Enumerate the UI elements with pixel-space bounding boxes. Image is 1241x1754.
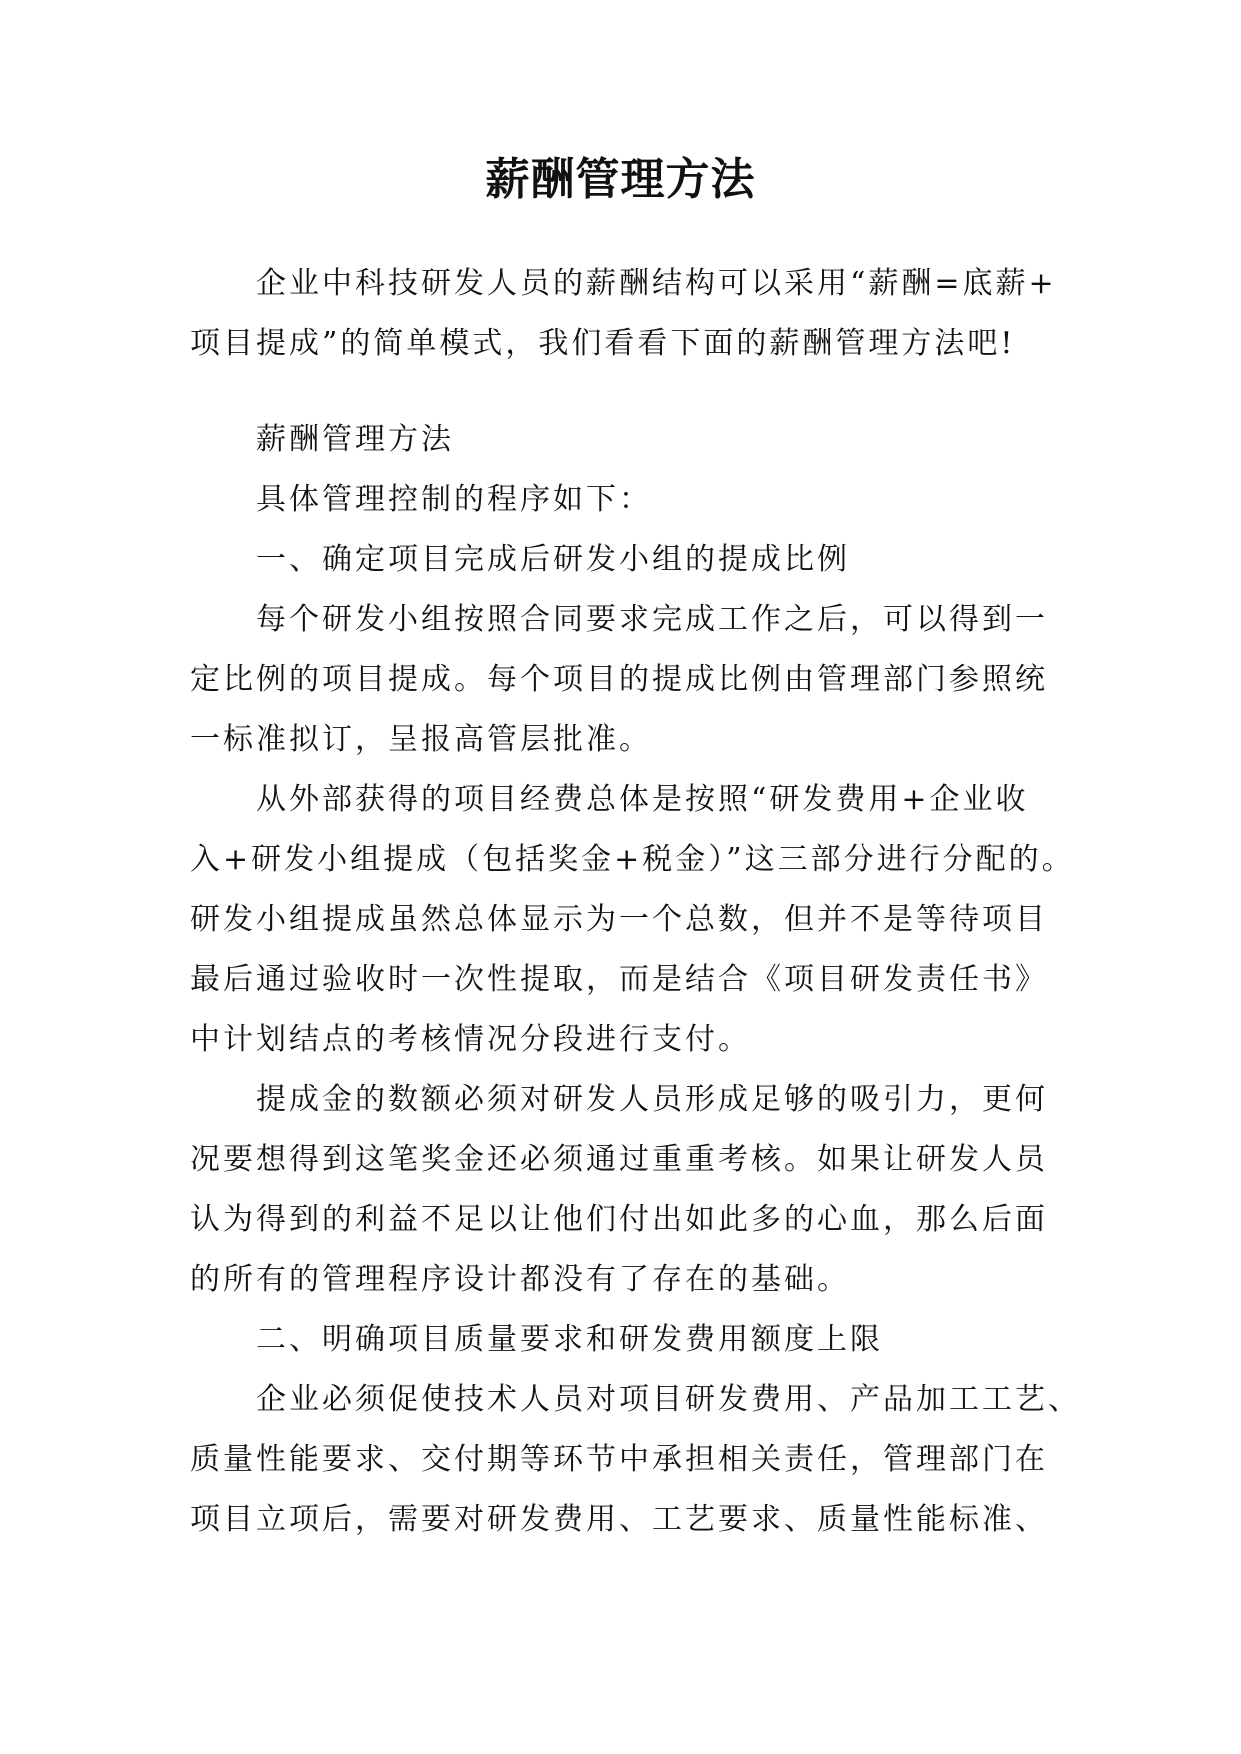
text-line: 从外部获得的项目经费总体是按照“研发费用+企业收 bbox=[256, 782, 1029, 817]
text-line: 提成金的数额必须对研发人员形成足够的吸引力，更何 bbox=[256, 1082, 1048, 1117]
text-line: 最后通过验收时一次性提取，而是结合《项目研发责任书》 bbox=[190, 962, 1048, 997]
text-line: 一标准拟订，呈报高管层批准。 bbox=[190, 722, 652, 757]
section-heading: 一、确定项目完成后研发小组的提成比例 bbox=[256, 542, 850, 577]
text-line: 项目提成”的简单模式，我们看看下面的薪酬管理方法吧! bbox=[190, 326, 1016, 361]
text-line: 企业必须促使技术人员对项目研发费用、产品加工工艺、 bbox=[256, 1382, 1081, 1417]
section-heading: 薪酬管理方法 bbox=[256, 422, 454, 457]
document-title: 薪酬管理方法 bbox=[485, 154, 756, 205]
text-line: 况要想得到这笔奖金还必须通过重重考核。如果让研发人员 bbox=[190, 1142, 1048, 1177]
text-line: 企业中科技研发人员的薪酬结构可以采用“薪酬=底薪+ bbox=[256, 266, 1057, 301]
text-line: 入+研发小组提成（包括奖金+税金）”这三部分进行分配的。 bbox=[190, 842, 1075, 877]
section-heading: 二、明确项目质量要求和研发费用额度上限 bbox=[256, 1322, 883, 1357]
text-line: 认为得到的利益不足以让他们付出如此多的心血，那么后面 bbox=[190, 1202, 1048, 1237]
text-line: 的所有的管理程序设计都没有了存在的基础。 bbox=[190, 1262, 850, 1297]
text-line: 项目立项后，需要对研发费用、工艺要求、质量性能标准、 bbox=[190, 1502, 1048, 1537]
text-line: 研发小组提成虽然总体显示为一个总数，但并不是等待项目 bbox=[190, 902, 1048, 937]
text-line: 质量性能要求、交付期等环节中承担相关责任，管理部门在 bbox=[190, 1442, 1048, 1477]
text-line: 中计划结点的考核情况分段进行支付。 bbox=[190, 1022, 751, 1057]
intro-paragraph bbox=[190, 254, 1070, 374]
text-line: 定比例的项目提成。每个项目的提成比例由管理部门参照统 bbox=[190, 662, 1048, 697]
text-line: 具体管理控制的程序如下： bbox=[256, 482, 652, 517]
text-line: 每个研发小组按照合同要求完成工作之后，可以得到一 bbox=[256, 602, 1048, 637]
main-text bbox=[190, 410, 1081, 1550]
